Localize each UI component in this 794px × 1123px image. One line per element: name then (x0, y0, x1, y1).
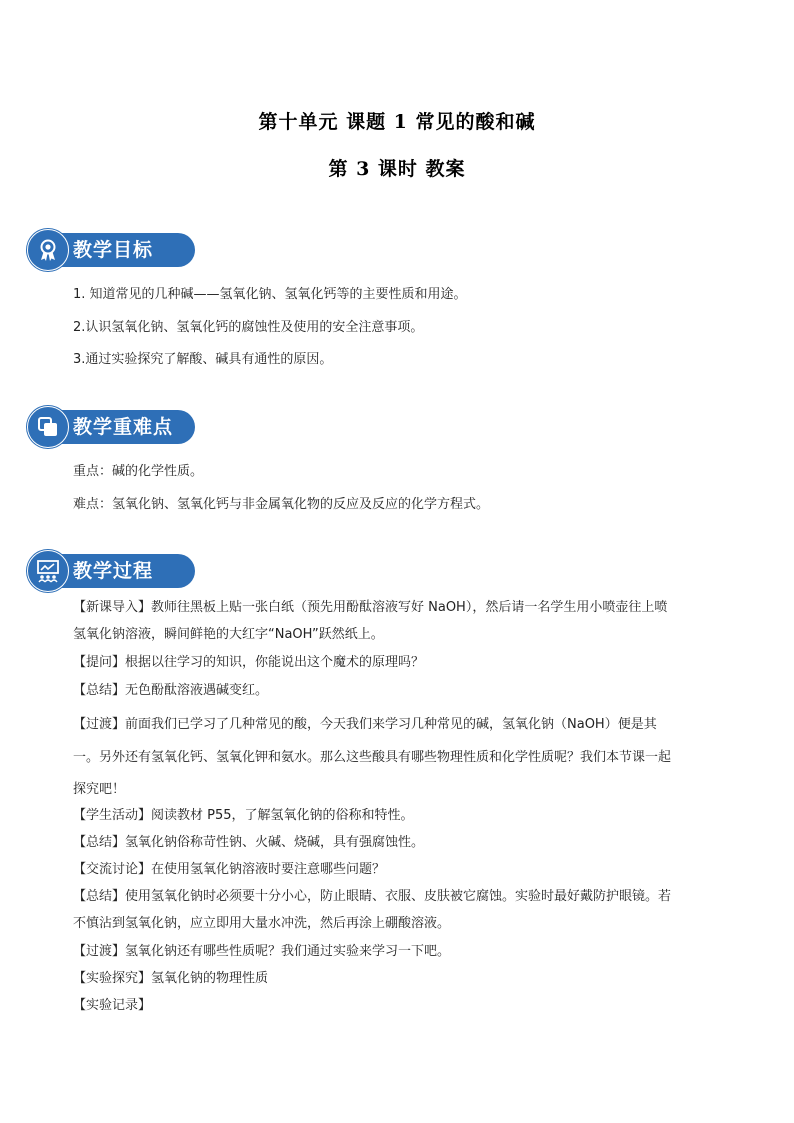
section-badge-objectives (27, 229, 185, 271)
process-paragraph-line: 【总结】使用氢氧化钠时必须要十分小心，防止眼睛、衣服、皮肤被它腐蚀。实验时最好戴防护眼镜。若 (73, 889, 672, 904)
section-badge-keypoints (27, 406, 185, 448)
process-paragraph: 【总结】氢氧化钠俗称苛性钠、火碱、烧碱，具有强腐蚀性。 (73, 835, 425, 850)
objective-item: 2.认识氢氧化钠、氢氧化钙的腐蚀性及使用的安全注意事项。 (73, 320, 424, 335)
presentation-board-icon (27, 550, 69, 592)
process-paragraph: 【学生活动】阅读教材 P55，了解氢氧化钠的俗称和特性。 (73, 808, 414, 823)
award-ribbon-icon (27, 229, 69, 271)
section-heading-process: 教学过程 (73, 560, 154, 582)
process-paragraph-line: 【过渡】前面我们已学习了几种常见的酸，今天我们来学习几种常见的碱，氢氧化钠（NaOH）便是其 (73, 717, 657, 732)
section-badge-process (27, 550, 185, 592)
process-paragraph: 【过渡】氢氧化钠还有哪些性质呢？我们通过实验来学习一下吧。 (73, 944, 451, 959)
section-heading-keypoints: 教学重难点 (73, 416, 174, 438)
process-paragraph-line: 不慎沾到氢氧化钠，应立即用大量水冲洗，然后再涂上硼酸溶液。 (73, 916, 451, 931)
process-paragraph: 【交流讨论】在使用氢氧化钠溶液时要注意哪些问题？ (73, 862, 386, 877)
keypoint-item: 难点：氢氧化钠、氢氧化钙与非金属氧化物的反应及反应的化学方程式。 (73, 497, 490, 512)
process-paragraph-line: 一。另外还有氢氧化钙、氢氧化钾和氨水。那么这些酸具有哪些物理性质和化学性质呢？我们本节课一起 (73, 750, 672, 765)
document-title: 第十单元 课题 1 常见的酸和碱 (258, 111, 536, 133)
objective-item: 3.通过实验探究了解酸、碱具有通性的原因。 (73, 352, 333, 367)
process-paragraph: 【提问】根据以往学习的知识，你能说出这个魔术的原理吗？ (73, 655, 425, 670)
section-heading-objectives: 教学目标 (73, 239, 154, 261)
keypoint-item: 重点：碱的化学性质。 (73, 464, 204, 479)
objective-item: 1. 知道常见的几种碱——氢氧化钠、氢氧化钙等的主要性质和用途。 (73, 287, 467, 302)
stacked-documents-icon (27, 406, 69, 448)
process-paragraph: 【总结】无色酚酞溶液遇碱变红。 (73, 683, 269, 698)
document-subtitle: 第 3 课时 教案 (328, 158, 466, 180)
process-paragraph-line: 氢氧化钠溶液，瞬间鲜艳的大红字“NaOH”跃然纸上。 (73, 627, 384, 642)
process-paragraph-line: 【新课导入】教师往黑板上贴一张白纸（预先用酚酞溶液写好 NaOH），然后请一名学生用小喷壶往上喷 (73, 600, 668, 615)
process-paragraph: 【实验探究】氢氧化钠的物理性质 (73, 971, 269, 986)
process-paragraph: 【实验记录】 (73, 998, 152, 1013)
process-paragraph-line: 探究吧！ (73, 782, 126, 797)
